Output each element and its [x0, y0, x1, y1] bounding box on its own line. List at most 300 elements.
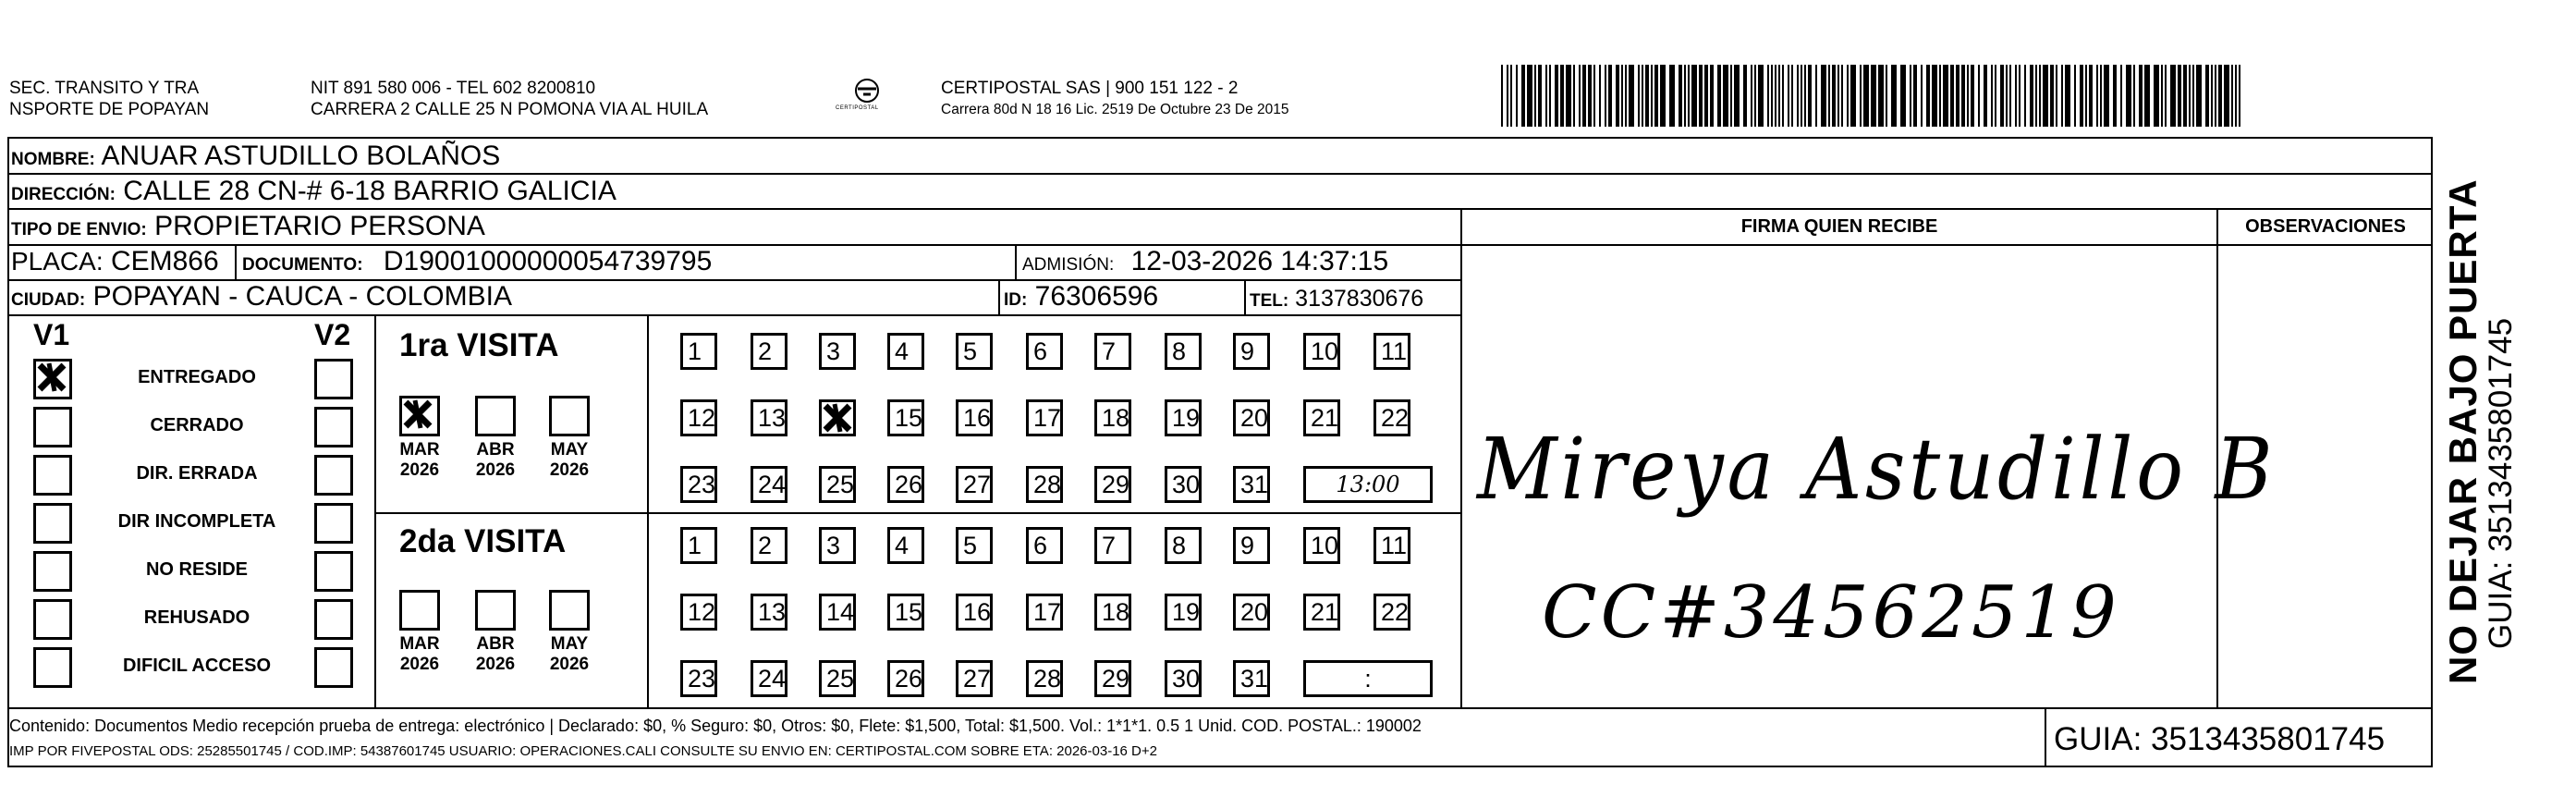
admission-label: ADMISIÓN:	[1022, 255, 1115, 275]
barcode-bar	[2096, 65, 2098, 127]
second-visit-day-box[interactable]: 27	[956, 660, 993, 697]
barcode-bar	[1527, 65, 1532, 127]
barcode-bar	[1913, 65, 1917, 127]
second-visit-day-box[interactable]: 31	[1233, 660, 1270, 697]
barcode-bar	[1837, 65, 1839, 127]
barcode-bar	[1804, 65, 1806, 127]
status-label: DIFICIL ACCESO	[122, 656, 271, 676]
second-visit-day-box[interactable]: 14	[819, 594, 856, 631]
barcode-bar	[1691, 65, 1697, 127]
barcode-bar	[1555, 65, 1558, 127]
barcode-bar	[1560, 65, 1564, 127]
name-field	[11, 141, 500, 176]
company-line-1: CERTIPOSTAL SAS | 900 151 122 - 2	[941, 79, 1239, 98]
first-visit-month-checkbox[interactable]	[475, 396, 516, 436]
first-visit-month-label	[542, 440, 597, 481]
barcode-bar	[1921, 65, 1923, 127]
second-visit-day-box[interactable]: 29	[1094, 660, 1131, 697]
x-mark-icon	[36, 362, 67, 393]
second-visit-day-box[interactable]: 12	[680, 594, 717, 631]
imp-line: IMP POR FIVEPOSTAL ODS: 25285501745 / COD.IMP: 54387601745 USUARIO: OPERACIONES.CALI CONSULTE SU ENVIO EN: CERTIPOSTAL.COM SOBRE ETA: 2026-03-16 D+2	[9, 743, 1157, 759]
status-v2-checkbox[interactable]	[314, 455, 353, 496]
tel-field	[1250, 283, 1423, 317]
status-v2-checkbox[interactable]	[314, 503, 353, 544]
status-v2-checkbox[interactable]	[314, 599, 353, 640]
first-visit-day-box[interactable]: 3	[819, 333, 856, 370]
document-field	[242, 246, 712, 281]
status-label: NO RESIDE	[145, 559, 249, 580]
first-visit-day-box[interactable]: 30	[1165, 466, 1202, 503]
first-visit-day-box[interactable]: 11	[1373, 333, 1410, 370]
barcode-bar	[1984, 65, 1987, 127]
barcode-bar	[2235, 65, 2237, 127]
barcode-bar	[1828, 65, 1830, 127]
first-visit-day-box[interactable]: 2	[751, 333, 787, 370]
barcode-bar	[1651, 65, 1653, 127]
barcode-bar	[1679, 65, 1682, 127]
barcode-bar	[1654, 65, 1658, 127]
barcode-bar	[1566, 65, 1571, 127]
first-visit-day-box[interactable]: 18	[1094, 399, 1131, 436]
first-visit-month-label	[392, 440, 447, 481]
barcode-bar	[1699, 65, 1703, 127]
logo-text: CERTIPOSTAL	[836, 105, 879, 111]
col-divider-plate	[235, 244, 237, 279]
barcode-bar	[1797, 65, 1799, 127]
barcode-bar	[1710, 65, 1714, 127]
barcode-bar	[2205, 65, 2209, 127]
barcode-bar	[2183, 65, 2187, 127]
id-value: 76306596	[1034, 281, 1159, 312]
month-year: 2026	[549, 460, 590, 480]
barcode-bar	[2218, 65, 2222, 127]
barcode-bar	[2065, 65, 2070, 127]
tel-value: 3137830676	[1295, 286, 1424, 312]
month-year: 2026	[399, 655, 440, 674]
barcode-bar	[1660, 65, 1666, 127]
barcode-bar	[1625, 65, 1627, 127]
second-visit-day-box[interactable]: 13	[751, 594, 787, 631]
barcode-bar	[2085, 65, 2087, 127]
barcode-bar	[1791, 65, 1793, 127]
barcode-bar	[2224, 65, 2229, 127]
barcode-bar	[2039, 65, 2041, 127]
x-mark-icon	[402, 398, 433, 430]
barcode-bar	[2089, 65, 2093, 127]
barcode-bar	[1910, 65, 1911, 127]
second-visit-day-box[interactable]: 9	[1233, 527, 1270, 564]
first-visit-day-box[interactable]: 23	[680, 466, 717, 503]
first-visit-title: 1ra VISITA	[399, 327, 559, 363]
barcode-bar	[1775, 65, 1776, 127]
status-label: REHUSADO	[143, 607, 250, 628]
month-year: 2026	[475, 460, 516, 480]
first-visit-day-box[interactable]: 4	[887, 333, 924, 370]
status-v2-checkbox[interactable]	[314, 359, 353, 399]
barcode-bar	[1629, 65, 1634, 127]
barcode-bar	[2165, 65, 2167, 127]
second-visit-day-box[interactable]: 3	[819, 527, 856, 564]
barcode-bar	[2170, 65, 2176, 127]
barcode-bar	[2239, 65, 2240, 127]
col-divider-admission	[1015, 244, 1017, 279]
guia-box: GUIA: 3513435801745	[2054, 721, 2386, 757]
first-visit-day-box[interactable]: 5	[956, 333, 993, 370]
barcode-bar	[2080, 65, 2083, 127]
second-visit-day-box[interactable]: 24	[751, 660, 787, 697]
status-v1-checkbox[interactable]	[33, 599, 72, 640]
barcode-bar	[1863, 65, 1869, 127]
barcode-bar	[1538, 65, 1542, 127]
side-guia: GUIA: 3513435801745	[2483, 317, 2519, 649]
month-name: MAR	[399, 440, 440, 460]
col-divider-days	[647, 314, 649, 707]
status-v1-checkbox[interactable]	[33, 359, 72, 399]
second-visit-day-box[interactable]: 25	[819, 660, 856, 697]
plate-value: CEM866	[110, 246, 219, 276]
sender-line-2: NSPORTE DE POPAYAN	[9, 100, 210, 119]
id-field	[1004, 281, 1158, 316]
barcode-bar	[2035, 65, 2037, 127]
first-visit-day-box[interactable]: 10	[1303, 333, 1340, 370]
barcode-bar	[1549, 65, 1551, 127]
second-visit-day-box[interactable]: 17	[1026, 594, 1063, 631]
first-visit-day-box[interactable]: 20	[1233, 399, 1270, 436]
observations-header: OBSERVACIONES	[2245, 216, 2406, 237]
barcode-bar	[1871, 65, 1876, 127]
admission-value: 12-03-2026 14:37:15	[1130, 246, 1389, 276]
second-visit-month-checkbox[interactable]	[475, 590, 516, 631]
barcode-bar	[1754, 65, 1756, 127]
barcode-bar	[1939, 65, 1941, 127]
status-v2-checkbox[interactable]	[314, 407, 353, 447]
second-visit-day-box[interactable]: 10	[1303, 527, 1340, 564]
barcode-bar	[2043, 65, 2048, 127]
second-visit-day-box[interactable]: 30	[1165, 660, 1202, 697]
barcode-bar	[2019, 65, 2021, 127]
handwritten-name: Mireya Astudillo B	[1477, 420, 2277, 519]
nit-line-2: CARRERA 2 CALLE 25 N POMONA VIA AL HUILA	[311, 100, 709, 119]
second-visit-month-label	[542, 634, 597, 675]
barcode-bar	[1961, 65, 1965, 127]
barcode-bar	[1991, 65, 1993, 127]
barcode-bar	[1501, 65, 1503, 127]
barcode-bar	[1832, 65, 1836, 127]
barcode-bar	[1704, 65, 1708, 127]
x-mark-icon	[822, 402, 853, 434]
first-visit-day-box[interactable]: 16	[956, 399, 993, 436]
barcode-bar	[2104, 65, 2109, 127]
barcode-bar	[1758, 65, 1764, 127]
barcode-bar	[1516, 65, 1518, 127]
barcode-bar	[1767, 65, 1769, 127]
status-label: ENTREGADO	[138, 367, 256, 387]
first-visit-month-label	[468, 440, 523, 481]
barcode-bar	[1778, 65, 1780, 127]
barcode-bar	[1751, 65, 1752, 127]
barcode-bar	[1684, 65, 1686, 127]
first-visit-time-box[interactable]: 13:00	[1303, 466, 1433, 503]
barcode-bar	[1573, 65, 1575, 127]
first-visit-day-box[interactable]: 13	[751, 399, 787, 436]
barcode-bar	[2144, 65, 2150, 127]
signature-header: FIRMA QUIEN RECIBE	[1740, 216, 1938, 237]
barcode-bar	[2133, 65, 2135, 127]
barcode-bar	[1967, 65, 1969, 127]
status-v1-checkbox[interactable]	[33, 551, 72, 592]
v1-label: V1	[33, 318, 70, 351]
barcode-bar	[1605, 65, 1606, 127]
tel-label: TEL:	[1250, 291, 1289, 311]
first-visit-day-box[interactable]: 8	[1165, 333, 1202, 370]
second-visit-day-box[interactable]: 16	[956, 594, 993, 631]
barcode-bar	[1821, 65, 1826, 127]
sender-nit	[311, 78, 708, 120]
first-visit-day-box[interactable]: 21	[1303, 399, 1340, 436]
barcode-bar	[1771, 65, 1773, 127]
barcode-bar	[1521, 65, 1525, 127]
first-visit-month-checkbox[interactable]	[549, 396, 590, 436]
company-line-2: Carrera 80d N 18 16 Lic. 2519 De Octubre 23 De 2015	[941, 102, 1289, 117]
no-leave-under-door: NO DEJAR BAJO PUERTA	[2441, 178, 2484, 684]
second-visit-day-box[interactable]: 7	[1094, 527, 1131, 564]
barcode-bar	[1645, 65, 1649, 127]
first-visit-day-box[interactable]: 22	[1373, 399, 1410, 436]
barcode-bar	[2126, 65, 2131, 127]
barcode-bar	[1978, 65, 1980, 127]
status-v1-checkbox[interactable]	[33, 647, 72, 688]
second-visit-day-box[interactable]: 18	[1094, 594, 1131, 631]
second-visit-day-box[interactable]: 15	[887, 594, 924, 631]
city-field	[11, 281, 512, 316]
second-visit-day-box[interactable]: 11	[1373, 527, 1410, 564]
barcode-bar	[2006, 65, 2008, 127]
second-visit-day-box[interactable]: 1	[680, 527, 717, 564]
second-visit-day-box[interactable]: 5	[956, 527, 993, 564]
status-v2-checkbox[interactable]	[314, 551, 353, 592]
month-year: 2026	[549, 655, 590, 674]
document-label: DOCUMENTO:	[242, 255, 363, 275]
barcode-bar	[1621, 65, 1623, 127]
status-v2-checkbox[interactable]	[314, 647, 353, 688]
barcode-bar	[1669, 65, 1675, 127]
barcode-bar	[2074, 65, 2076, 127]
document-value: D19001000000054739795	[383, 246, 713, 276]
barcode-bar	[2050, 65, 2054, 127]
second-visit-day-box[interactable]: 2	[751, 527, 787, 564]
barcode-bar	[2113, 65, 2117, 127]
barcode-bar	[1579, 65, 1581, 127]
second-visit-day-box[interactable]: 8	[1165, 527, 1202, 564]
col-divider-id	[998, 279, 1000, 314]
status-v1-checkbox[interactable]	[33, 455, 72, 496]
barcode-bar	[1616, 65, 1619, 127]
second-visit-day-box[interactable]: 20	[1233, 594, 1270, 631]
handwritten-id: CC#34562519	[1542, 571, 2120, 655]
first-visit-day-box[interactable]: 28	[1026, 466, 1063, 503]
first-visit-day-box[interactable]: 17	[1026, 399, 1063, 436]
company-info	[941, 78, 1289, 120]
first-visit-day-box[interactable]: 6	[1026, 333, 1063, 370]
barcode	[1501, 65, 2246, 127]
second-visit-title: 2da VISITA	[399, 523, 567, 559]
status-label: DIR. ERRADA	[136, 463, 258, 484]
barcode-bar	[1782, 65, 1784, 127]
barcode-bar	[2009, 65, 2011, 127]
row-divider	[7, 707, 2433, 709]
status-label: CERRADO	[150, 415, 244, 435]
col-divider-tel	[1244, 279, 1246, 314]
barcode-bar	[1638, 65, 1640, 127]
second-visit-day-box[interactable]: 26	[887, 660, 924, 697]
first-visit-day-box[interactable]: 1	[680, 333, 717, 370]
first-visit-day-box[interactable]: 25	[819, 466, 856, 503]
barcode-bar	[1860, 65, 1862, 127]
plate-field	[11, 246, 219, 277]
status-v1-checkbox[interactable]	[33, 407, 72, 447]
second-visit-day-box[interactable]: 19	[1165, 594, 1202, 631]
first-visit-day-box[interactable]: 19	[1165, 399, 1202, 436]
second-visit-day-box[interactable]: 23	[680, 660, 717, 697]
second-visit-day-box[interactable]: 22	[1373, 594, 1410, 631]
month-name: MAR	[399, 634, 440, 654]
barcode-bar	[2189, 65, 2191, 127]
barcode-bar	[2196, 65, 2202, 127]
barcode-bar	[1730, 65, 1732, 127]
first-visit-day-box[interactable]	[819, 399, 856, 436]
barcode-bar	[1534, 65, 1536, 127]
status-v1-checkbox[interactable]	[33, 503, 72, 544]
barcode-bar	[2056, 65, 2057, 127]
send-type-field	[11, 211, 485, 246]
barcode-bar	[1900, 65, 1906, 127]
id-label: ID:	[1004, 290, 1028, 310]
address-value: CALLE 28 CN-# 6-18 BARRIO GALICIA	[123, 176, 617, 206]
barcode-bar	[2178, 65, 2181, 127]
barcode-bar	[1808, 65, 1812, 127]
barcode-bar	[1588, 65, 1592, 127]
barcode-bar	[1943, 65, 1948, 127]
address-field	[11, 176, 617, 211]
second-visit-month-checkbox[interactable]	[399, 590, 440, 631]
side-text	[2442, 166, 2518, 684]
first-visit-day-box[interactable]: 27	[956, 466, 993, 503]
barcode-bar	[1847, 65, 1849, 127]
v2-label: V2	[314, 318, 351, 351]
second-visit-day-box[interactable]: 21	[1303, 594, 1340, 631]
barcode-bar	[2231, 65, 2233, 127]
status-label: DIR INCOMPLETA	[117, 511, 276, 532]
col-divider-guia	[2045, 707, 2046, 767]
second-visit-day-box[interactable]: 28	[1026, 660, 1063, 697]
barcode-bar	[1599, 65, 1601, 127]
visit-divider	[374, 512, 1460, 514]
city-label: CIUDAD:	[11, 290, 86, 310]
barcode-bar	[1932, 65, 1937, 127]
barcode-bar	[2192, 65, 2194, 127]
barcode-bar	[2161, 65, 2163, 127]
second-visit-time-box[interactable]: :	[1303, 660, 1433, 697]
second-visit-month-checkbox[interactable]	[549, 590, 590, 631]
barcode-bar	[1815, 65, 1817, 127]
barcode-bar	[1886, 65, 1887, 127]
barcode-bar	[1717, 65, 1721, 127]
barcode-bar	[1743, 65, 1747, 127]
barcode-bar	[1582, 65, 1586, 127]
barcode-bar	[1723, 65, 1728, 127]
barcode-bar	[1593, 65, 1595, 127]
barcode-bar	[1642, 65, 1643, 127]
second-visit-day-box[interactable]: 6	[1026, 527, 1063, 564]
barcode-bar	[1850, 65, 1856, 127]
barcode-bar	[2211, 65, 2213, 127]
barcode-bar	[2215, 65, 2216, 127]
address-label: DIRECCIÓN:	[11, 185, 116, 204]
barcode-bar	[2139, 65, 2143, 127]
barcode-bar	[1507, 65, 1508, 127]
barcode-bar	[1734, 65, 1740, 127]
send-type-label: TIPO DE ENVIO:	[11, 220, 147, 239]
logo-icon	[830, 72, 904, 118]
name-value: ANUAR ASTUDILLO BOLAÑOS	[101, 141, 501, 171]
barcode-bar	[1801, 65, 1802, 127]
name-label: NOMBRE:	[11, 150, 95, 169]
barcode-bar	[2154, 65, 2159, 127]
barcode-bar	[2120, 65, 2122, 127]
plate-label: PLACA:	[11, 247, 104, 276]
barcode-bar	[2030, 65, 2033, 127]
first-visit-day-box[interactable]: 9	[1233, 333, 1270, 370]
barcode-bar	[1608, 65, 1612, 127]
barcode-bar	[2000, 65, 2004, 127]
first-visit-day-box[interactable]: 29	[1094, 466, 1131, 503]
second-visit-month-label	[392, 634, 447, 675]
sender-name	[9, 78, 209, 120]
barcode-bar	[1950, 65, 1954, 127]
month-name: MAY	[550, 440, 589, 460]
month-name: ABR	[476, 634, 515, 654]
first-visit-month-checkbox[interactable]	[399, 396, 440, 436]
second-visit-day-box[interactable]: 4	[887, 527, 924, 564]
barcode-bar	[1545, 65, 1547, 127]
barcode-bar	[2015, 65, 2017, 127]
barcode-bar	[1788, 65, 1789, 127]
barcode-bar	[2024, 65, 2026, 127]
city-value: POPAYAN - CAUCA - COLOMBIA	[92, 281, 512, 312]
first-visit-day-box[interactable]: 12	[680, 399, 717, 436]
barcode-bar	[1891, 65, 1897, 127]
first-visit-day-box[interactable]: 31	[1233, 466, 1270, 503]
barcode-bar	[1926, 65, 1930, 127]
barcode-bar	[1971, 65, 1974, 127]
sender-line-1: SEC. TRANSITO Y TRA	[9, 79, 200, 98]
first-visit-day-box[interactable]: 24	[751, 466, 787, 503]
barcode-bar	[1956, 65, 1959, 127]
month-year: 2026	[399, 460, 440, 480]
barcode-bar	[2061, 65, 2063, 127]
month-name: ABR	[476, 440, 515, 460]
first-visit-day-box[interactable]: 26	[887, 466, 924, 503]
admission-field	[1022, 246, 1388, 281]
barcode-bar	[2100, 65, 2102, 127]
first-visit-day-box[interactable]: 7	[1094, 333, 1131, 370]
col-divider-status	[374, 314, 376, 707]
send-type-value: PROPIETARIO PERSONA	[154, 211, 485, 241]
first-visit-day-box[interactable]: 15	[887, 399, 924, 436]
barcode-bar	[1510, 65, 1512, 127]
col-divider-signature	[1460, 208, 1462, 707]
content-line: Contenido: Documentos Medio recepción prueba de entrega: electrónico | Declarado: $0, % Seguro: $0, Otros: $0, Flete: $1,500, Total: $1,500. Vol.: 1*1*1. 0.5 1 Unid. COD. POSTAL.: 190002	[9, 717, 1422, 735]
